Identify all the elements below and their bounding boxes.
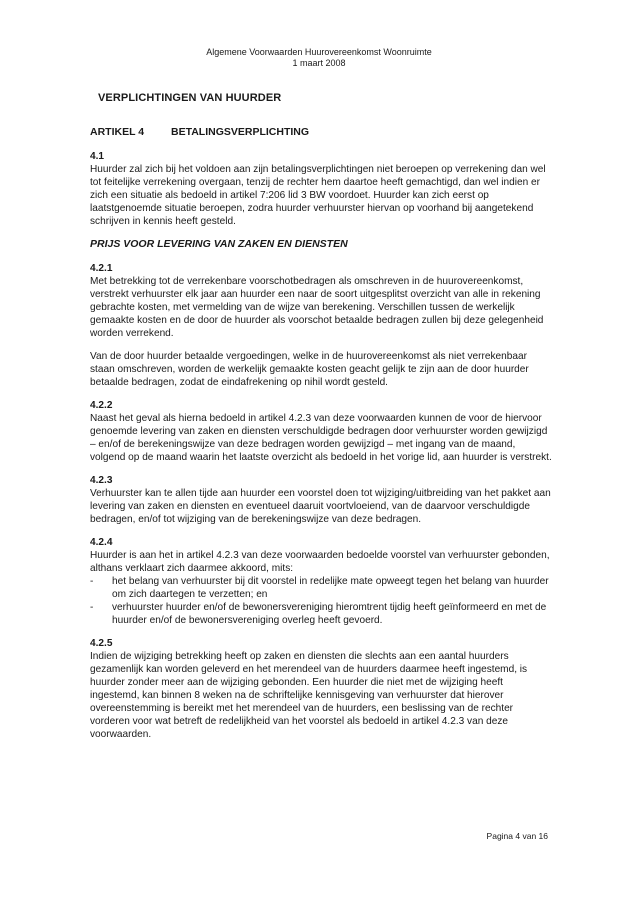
paragraph-text: Van de door huurder betaalde vergoedingen, welke in de huurovereenkomst als niet verrekenbaar staan omschreven, worden de werkelijk gemaakte kosten geacht gelijk te zijn aan de door huurder betaalde bedragen, zodat de eindafrekening op nihil wordt gesteld. <box>90 351 529 388</box>
list-item <box>90 601 552 627</box>
list-item-text: verhuurster huurder en/of de bewonersvereniging hieromtrent tijdig heeft geïnformeerd en met de huurder en/of de bewonersvereniging overleg heeft gevoerd. <box>112 602 547 626</box>
paragraph-number: 4.2.3 <box>90 475 113 486</box>
paragraph-4-1 <box>90 150 552 228</box>
page-number: Pagina 4 van 16 <box>486 831 548 841</box>
subheading: PRIJS VOOR LEVERING VAN ZAKEN EN DIENSTEN <box>90 238 348 250</box>
paragraph-text: Naast het geval als hierna bedoeld in artikel 4.2.3 van deze voorwaarden kunnen de voor de hiervoor genoemde levering van zaken en diensten verschuldigde bedragen door verhuurster worden gewijzigd – en/of de berekeningswijze van deze bedragen worden gewijzigd – met ingang van de maand, volgend op de maand waarin het laatste overzicht als bedoeld in het vorige lid, aan huurder is verstrekt. <box>90 413 552 463</box>
page-header <box>0 47 638 69</box>
paragraph-number: 4.2.4 <box>90 537 113 548</box>
article-number: ARTIKEL 4 <box>90 126 145 138</box>
paragraph-text: Verhuurster kan te allen tijde aan huurder een voorstel doen tot wijziging/uitbreiding van het pakket aan levering van zaken en diensten en eventueel daaruit voortvloeiend, van de daarvoor verschuldigde bedragen, en/of tot wijziging van de berekeningswijze van deze bedragen. <box>90 488 551 525</box>
paragraph-text: Huurder is aan het in artikel 4.2.3 van deze voorwaarden bedoelde voorstel van verhuurster gebonden, althans verklaart zich daarmee akkoord, mits: <box>90 550 550 574</box>
list-item <box>90 575 552 601</box>
list-item-text: het belang van verhuurster bij dit voorstel in redelijke mate opweegt tegen het belang van huurder om zich daartegen te verzetten; en <box>112 576 549 600</box>
paragraph-4-2-5 <box>90 637 552 741</box>
list-dash: - <box>90 602 94 613</box>
header-title: Algemene Voorwaarden Huurovereenkomst Woonruimte <box>206 47 432 57</box>
paragraph-4-2-1 <box>90 262 552 340</box>
paragraph-number: 4.2.1 <box>90 263 113 274</box>
condition-list <box>90 575 552 627</box>
paragraph-4-2-3 <box>90 474 552 526</box>
paragraph-text: Indien de wijziging betrekking heeft op zaken en diensten die slechts aan een aantal huurders gezamenlijk kan worden geleverd en het merendeel van de huurders daarmee heeft ingestemd, is huurder zonder meer aan de wijziging gebonden. Een huurder die niet met de wijziging heeft ingestemd, kan binnen 8 weken na de schriftelijke kennisgeving van verhuurster dat hierover overeenstemming is bereikt met het merendeel van de huurders, een beslissing van de rechter vorderen voor wat betreft de redelijkheid van het voorstel als bedoeld in artikel 4.2.3 van deze voorwaarden. <box>90 651 528 740</box>
paragraph-text: Met betrekking tot de verrekenbare voorschotbedragen als omschreven in de huurovereenkomst, verstrekt verhuurster elk jaar aan huurder een naar de soort uitgesplitst overzicht van alle in rekening gebrachte kosten, met vermelding van de wijze van berekening. Verschillen tussen de werkelijk gemaakte kosten en de door de huurder als voorschot betaalde bedragen zullen bij deze gelegenheid worden verrekend. <box>90 276 544 339</box>
paragraph-4-2-2 <box>90 399 552 464</box>
section-title: VERPLICHTINGEN VAN HUURDER <box>98 92 282 104</box>
paragraph-4-2-4 <box>90 536 552 627</box>
paragraph-4-2-1-continued <box>90 350 552 389</box>
paragraph-number: 4.2.5 <box>90 638 113 649</box>
paragraph-number: 4.2.2 <box>90 400 113 411</box>
paragraph-number: 4.1 <box>90 151 105 162</box>
article-heading <box>90 126 552 139</box>
list-dash: - <box>90 576 94 587</box>
document-body <box>90 126 552 751</box>
header-date: 1 maart 2008 <box>292 58 346 68</box>
paragraph-text: Huurder zal zich bij het voldoen aan zijn betalingsverplichtingen niet beroepen op verrekening dan wel tot feitelijke verrekening overgaan, tenzij de rechter hem daartoe heeft gemachtigd, dan wel indien er zich een situatie als bedoeld in artikel 7:206 lid 3 BW voordoet. Huurder kan zich eerst op laatstgenoemde situatie beroepen, zodra huurder verhuurster hiervan op voorhand bij aangetekend schrijven in kennis heeft gesteld. <box>90 164 546 227</box>
article-title: BETALINGSVERPLICHTING <box>171 126 310 138</box>
